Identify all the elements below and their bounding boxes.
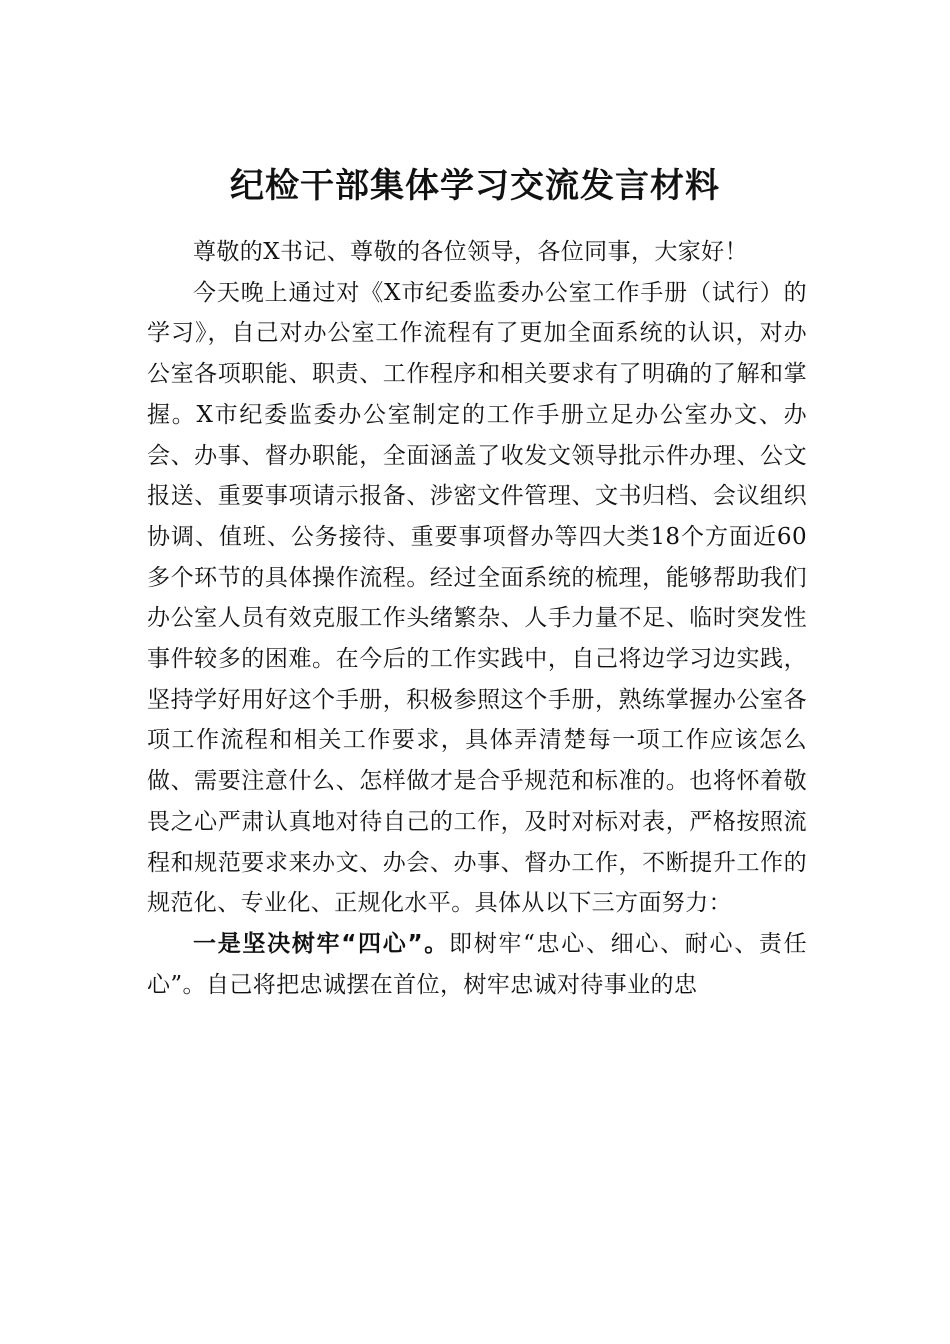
- body-paragraph-1: 今天晚上通过对《X市纪委监委办公室工作手册（试行）的学习》，自己对办公室工作流程有了更加全面系统的认识，对办公室各项职能、职责、工作程序和相关要求有了明确的了解和掌握。X市纪委监委办公室制定的工作手册立足办公室办文、办会、办事、督办职能，全面涵盖了收发文领导批示件办理、公文报送、重要事项请示报备、涉密文件管理、文书归档、会议组织协调、值班、公务接待、重要事项督办等四大类18个方面近60多个环节的具体操作流程。经过全面系统的梳理，能够帮助我们办公室人员有效克服工作头绪繁杂、人手力量不足、临时突发性事件较多的困难。在今后的工作实践中，自己将边学习边实践，坚持学好用好这个手册，积极参照这个手册，熟练掌握办公室各项工作流程和相关工作要求，具体弄清楚每一项工作应该怎么做、需要注意什么、怎样做才是合乎规范和标准的。也将怀着敬畏之心严肃认真地对待自己的工作，及时对标对表，严格按照流程和规范要求来办文、办会、办事、督办工作，不断提升工作的规范化、专业化、正规化水平。具体从以下三方面努力：: [147, 279, 807, 917]
- document-body: [147, 232, 807, 1005]
- greeting-paragraph: 尊敬的X书记、尊敬的各位领导，各位同事，大家好！: [193, 239, 748, 265]
- point-1-heading: 一是坚决树牢“四心”。: [193, 930, 449, 957]
- document-title: 纪检干部集体学习交流发言材料: [230, 166, 720, 206]
- point-1-text: 即树牢“忠心、细心、耐心、责任心”。自己将把忠诚摆在首位，树牢忠诚对待事业的忠: [147, 930, 807, 998]
- body-paragraph-2: [147, 924, 807, 1005]
